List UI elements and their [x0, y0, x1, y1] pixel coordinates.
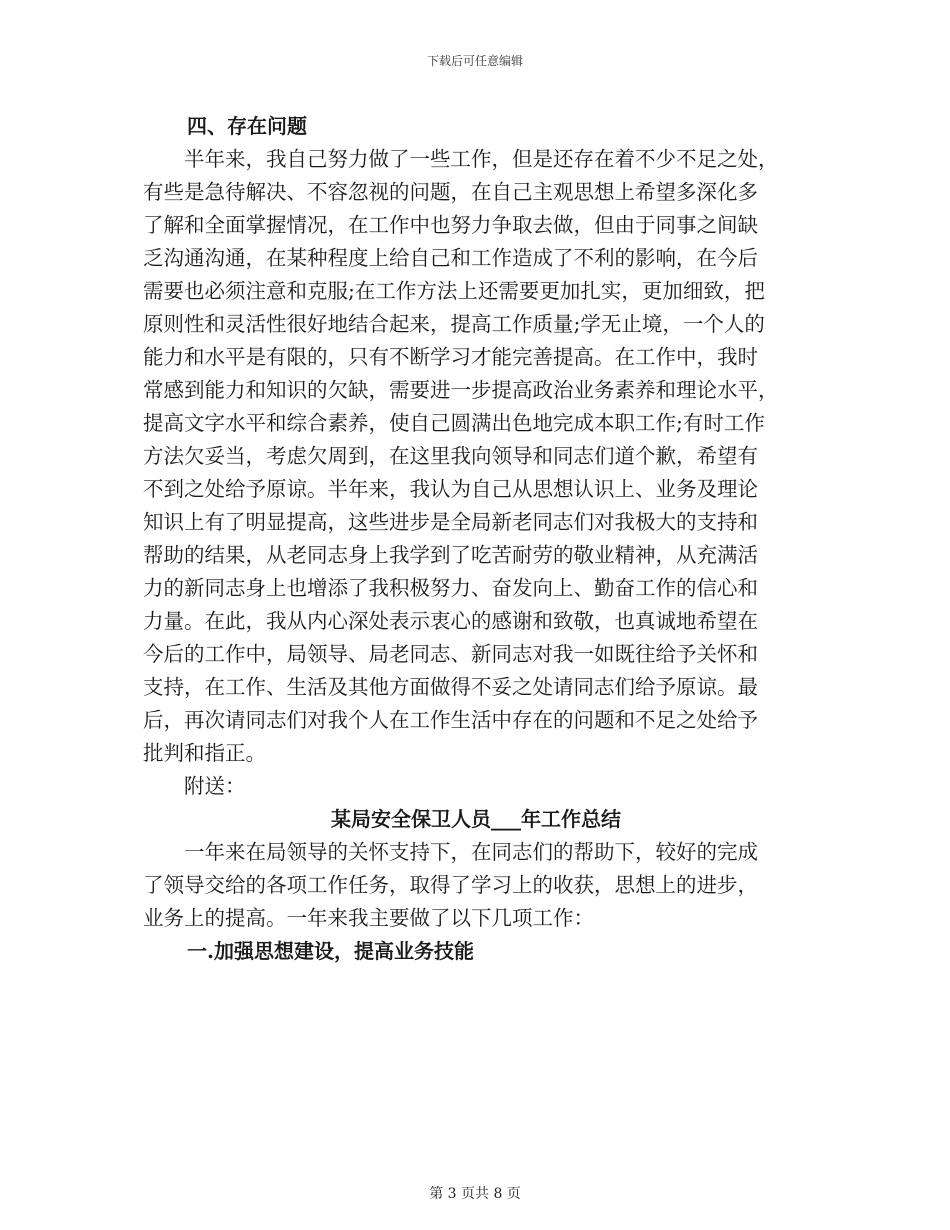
paragraph-line: 帮助的结果，从老同志身上我学到了吃苦耐劳的敬业精神，从充满活 — [143, 543, 758, 567]
page-header: 下载后可任意编辑 — [426, 54, 523, 68]
paragraph-line: 常感到能力和知识的欠缺，需要进一步提高政治业务素养和理论水平， — [143, 378, 779, 402]
appendix-label: 附送： — [184, 774, 246, 798]
paragraph-line: 有些是急待解决、不容忽视的问题，在自己主观思想上希望多深化多 — [143, 180, 758, 204]
paragraph-line: 半年来，我自己努力做了一些工作，但是还存在着不少不足之处， — [184, 147, 779, 171]
paragraph-line: 批判和指正。 — [143, 741, 266, 765]
paragraph-line: 今后的工作中，局领导、局老同志、新同志对我一如既往给予关怀和 — [143, 642, 758, 666]
paragraph-line: 知识上有了明显提高，这些进步是全局新老同志们对我极大的支持和 — [143, 510, 758, 534]
paragraph-line: 一年来在局领导的关怀支持下，在同志们的帮助下，较好的完成 — [184, 840, 758, 864]
paragraph-line: 后，再次请同志们对我个人在工作生活中存在的问题和不足之处给予 — [143, 708, 758, 732]
paragraph-line: 不到之处给予原谅。半年来，我认为自己从思想认识上、业务及理论 — [143, 477, 758, 501]
paragraph-line: 原则性和灵活性很好地结合起来，提高工作质量;学无止境，一个人的 — [143, 312, 765, 336]
paragraph-line: 了领导交给的各项工作任务，取得了学习上的收获，思想上的进步， — [143, 873, 758, 897]
paragraph-line: 了解和全面掌握情况，在工作中也努力争取去做，但由于同事之间缺 — [143, 213, 758, 237]
section-heading: 四、存在问题 — [187, 114, 307, 138]
section-paragraph — [143, 143, 809, 770]
paragraph-line: 力的新同志身上也增添了我积极努力、奋发向上、勤奋工作的信心和 — [143, 576, 758, 600]
appendix-intro-paragraph — [143, 836, 809, 935]
document-body — [143, 110, 809, 968]
page-footer: 第 3 页共 8 页 — [429, 1186, 521, 1202]
appendix-label-block — [143, 770, 809, 803]
paragraph-line: 提高文字水平和综合素养，使自己圆满出色地完成本职工作;有时工作 — [143, 411, 765, 435]
paragraph-line: 业务上的提高。一年来我主要做了以下几项工作： — [143, 906, 594, 930]
paragraph-line: 力量。在此，我从内心深处表示衷心的感谢和致敬，也真诚地希望在 — [143, 609, 758, 633]
paragraph-line: 需要也必须注意和克服;在工作方法上还需要更加扎实，更加细致，把 — [143, 279, 765, 303]
appendix-title: 某局安全保卫人员___年工作总结 — [331, 807, 621, 831]
paragraph-line: 乏沟通沟通，在某种程度上给自己和工作造成了不利的影响，在今后 — [143, 246, 758, 270]
paragraph-line: 方法欠妥当，考虑欠周到，在这里我向领导和同志们道个歉，希望有 — [143, 444, 758, 468]
paragraph-line: 能力和水平是有限的，只有不断学习才能完善提高。在工作中，我时 — [143, 345, 758, 369]
appendix-section-heading: 一.加强思想建设，提高业务技能 — [187, 939, 474, 963]
paragraph-line: 支持，在工作、生活及其他方面做得不妥之处请同志们给予原谅。最 — [143, 675, 758, 699]
